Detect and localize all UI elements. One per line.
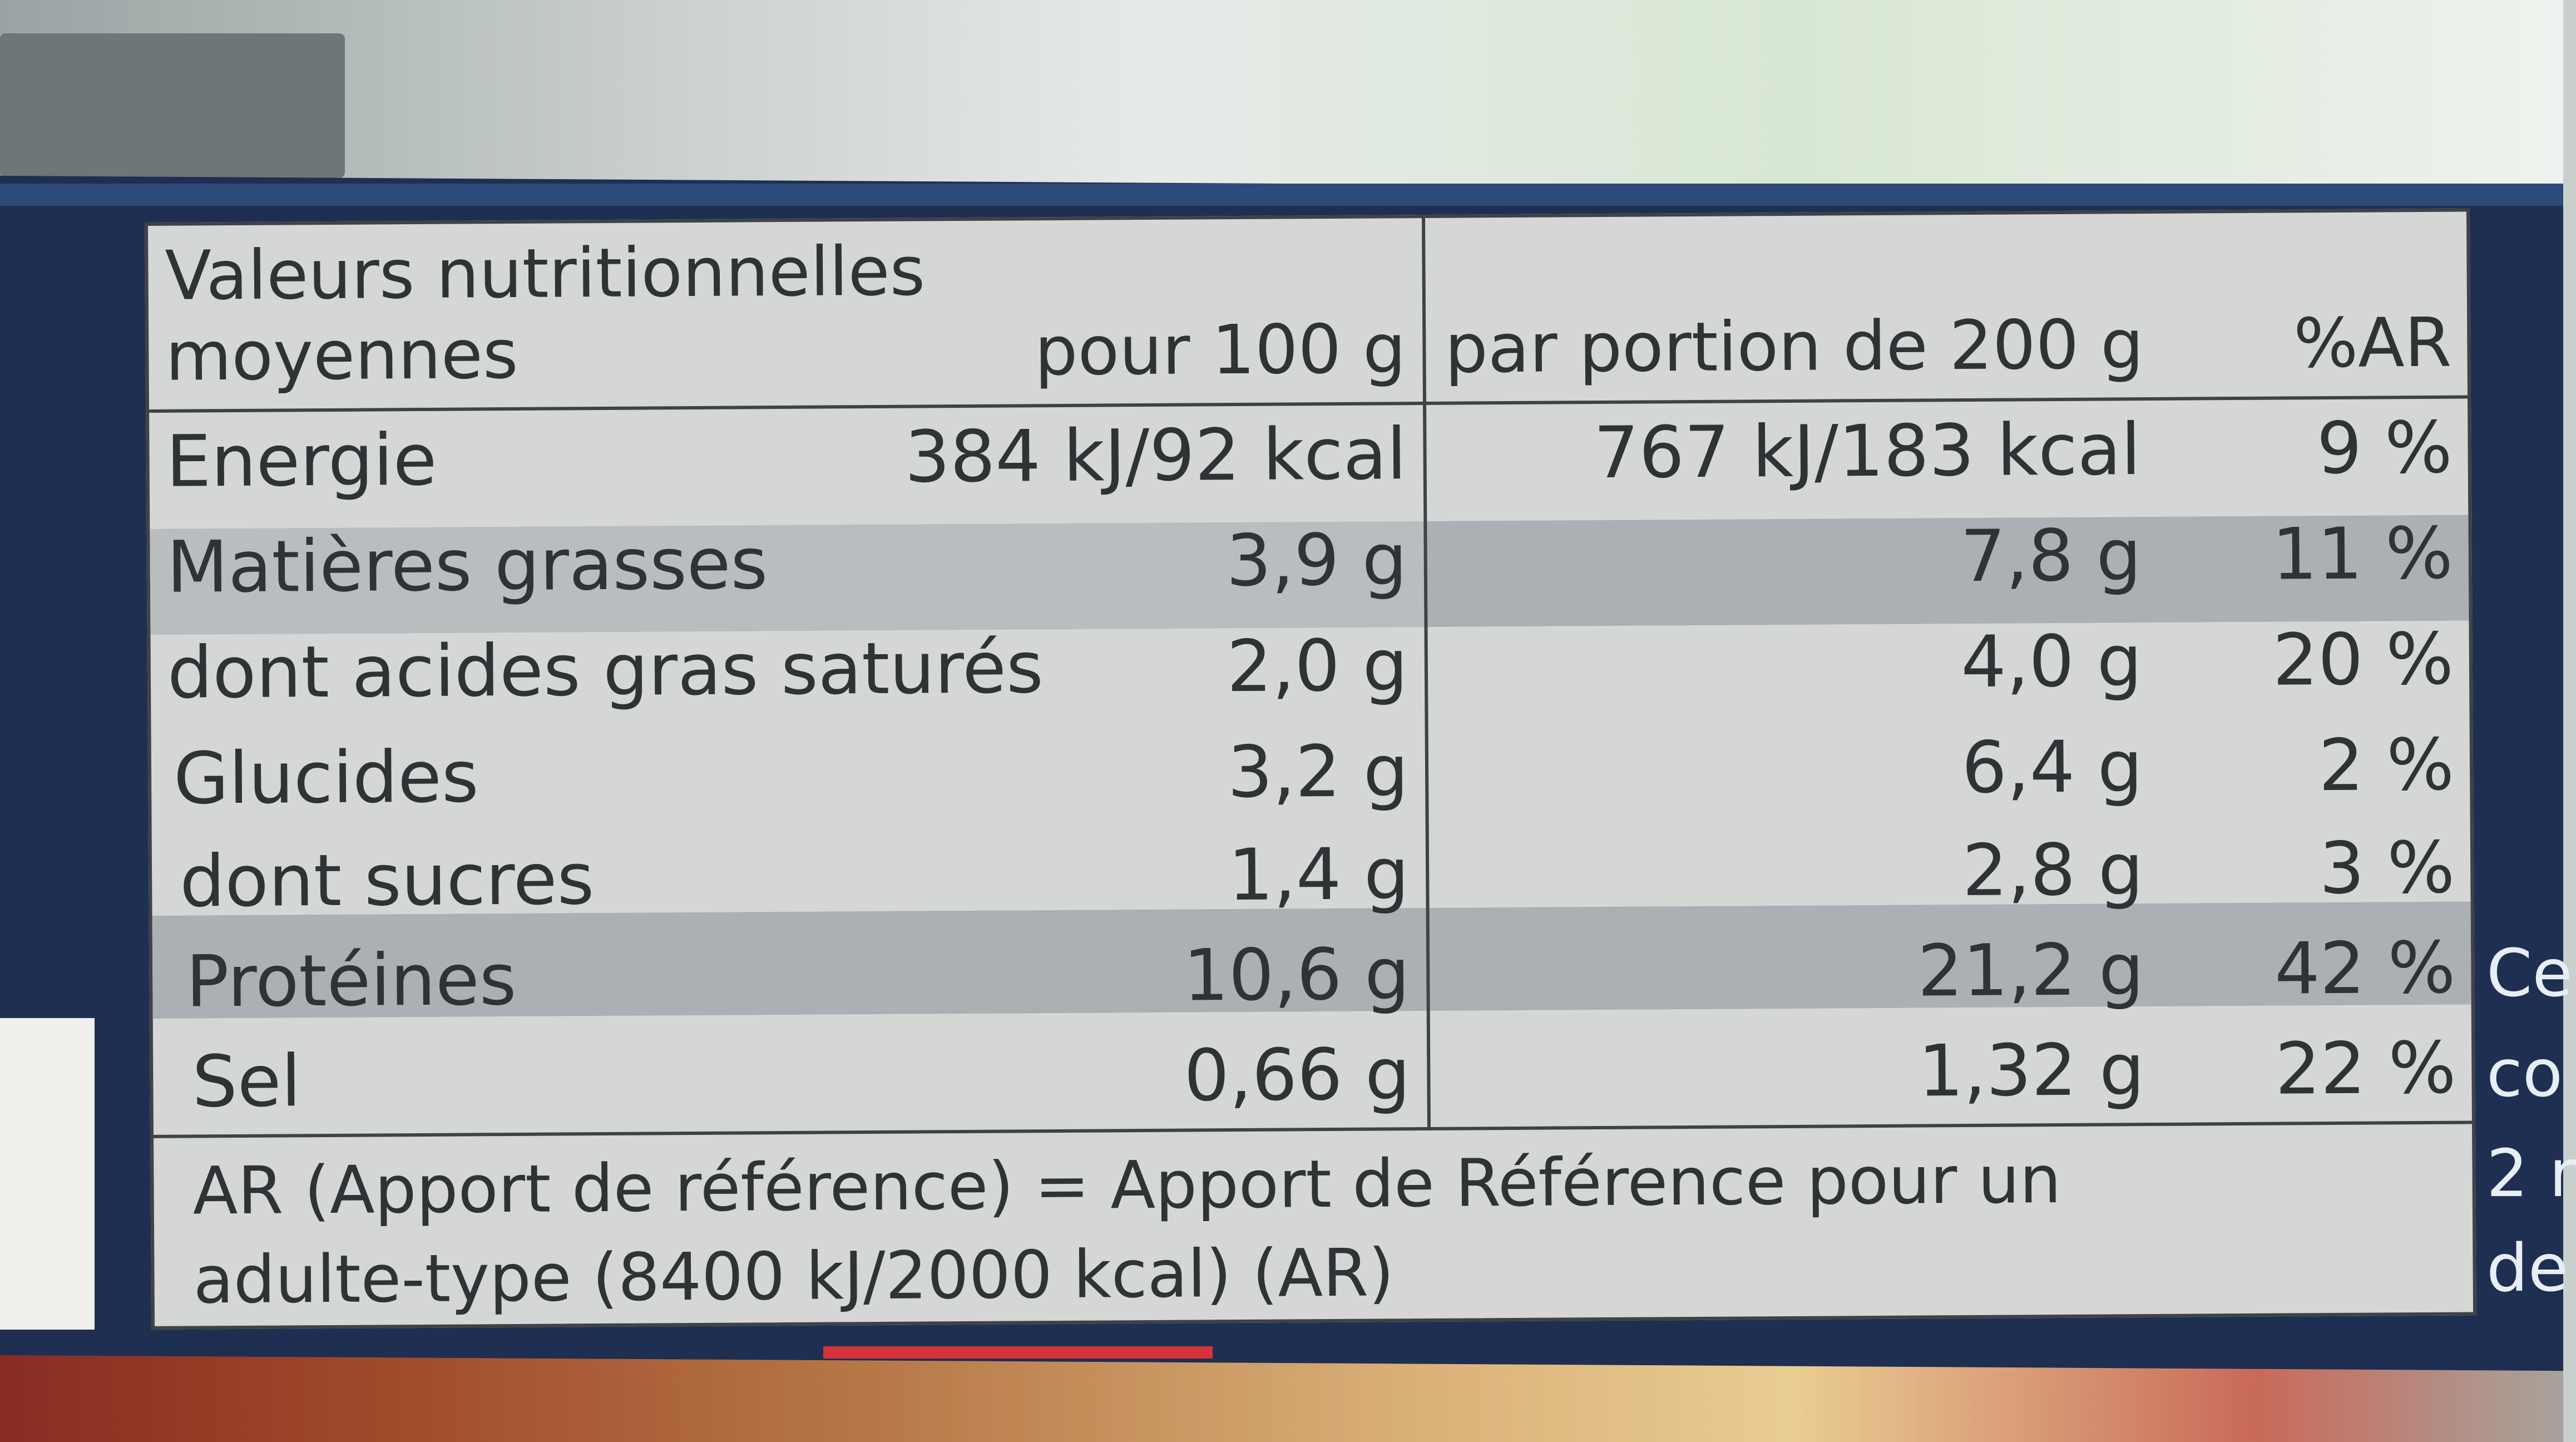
row-portion: 1,32 g (1917, 1029, 2145, 1113)
header-per-portion: par portion de 200 g (1444, 305, 2144, 388)
row-per100: 3,2 g (1227, 730, 1409, 814)
row-ar: 11 % (2272, 512, 2454, 596)
row-name: Protéines (185, 938, 517, 1024)
background-object (0, 33, 345, 178)
package-top-edge (0, 184, 2563, 206)
row-portion: 4,0 g (1960, 620, 2143, 704)
row-portion: 6,4 g (1961, 725, 2143, 810)
row-portion: 7,8 g (1960, 514, 2142, 599)
row-name: Glucides (173, 735, 479, 821)
row-per100: 3,9 g (1225, 518, 1408, 603)
row-ar: 3 % (2318, 826, 2455, 911)
header-ar: %AR (2293, 303, 2452, 383)
header-title-line1: Valeurs nutritionnelles (165, 231, 926, 315)
side-text-3: 2 r (2486, 1135, 2576, 1212)
row-ar: 22 % (2275, 1026, 2456, 1111)
row-per100: 0,66 g (1184, 1033, 1411, 1118)
row-name: Matières grasses (166, 522, 768, 609)
row-portion: 21,2 g (1917, 929, 2144, 1013)
side-text-2: co (2486, 1035, 2563, 1112)
header-title-line2: moyennes (165, 314, 518, 396)
side-text-4: de (2486, 1229, 2569, 1306)
footnote-line2: adulte-type (8400 kJ/2000 kcal) (AR) (193, 1234, 1395, 1318)
row-ar: 20 % (2272, 618, 2454, 702)
row-portion: 767 kJ/183 kcal (1593, 408, 2142, 495)
row-per100: 10,6 g (1183, 933, 1410, 1018)
nutrition-table (145, 208, 2476, 1329)
row-ar: 9 % (2316, 406, 2453, 491)
row-ar: 2 % (2318, 723, 2455, 808)
row-ar: 42 % (2274, 926, 2456, 1011)
package-white-panel (0, 1018, 95, 1330)
background-window (0, 0, 2563, 200)
row-per100: 384 kJ/92 kcal (904, 413, 1407, 499)
row-per100: 2,0 g (1226, 624, 1408, 709)
row-portion: 2,8 g (1962, 828, 2144, 913)
row-name: dont sucres (179, 838, 595, 924)
package-red-strip (823, 1346, 1213, 1359)
row-name: Energie (166, 418, 437, 503)
side-text-1: Ce (2486, 935, 2573, 1011)
row-name: Sel (191, 1040, 301, 1124)
footer-divider (154, 1120, 2472, 1138)
footnote-line1: AR (Apport de référence) = Apport de Référence pour un (192, 1140, 2061, 1229)
header-per-100g: pour 100 g (1034, 309, 1406, 391)
row-name: dont acides gras saturés (167, 626, 1044, 715)
row-per100: 1,4 g (1228, 833, 1410, 917)
